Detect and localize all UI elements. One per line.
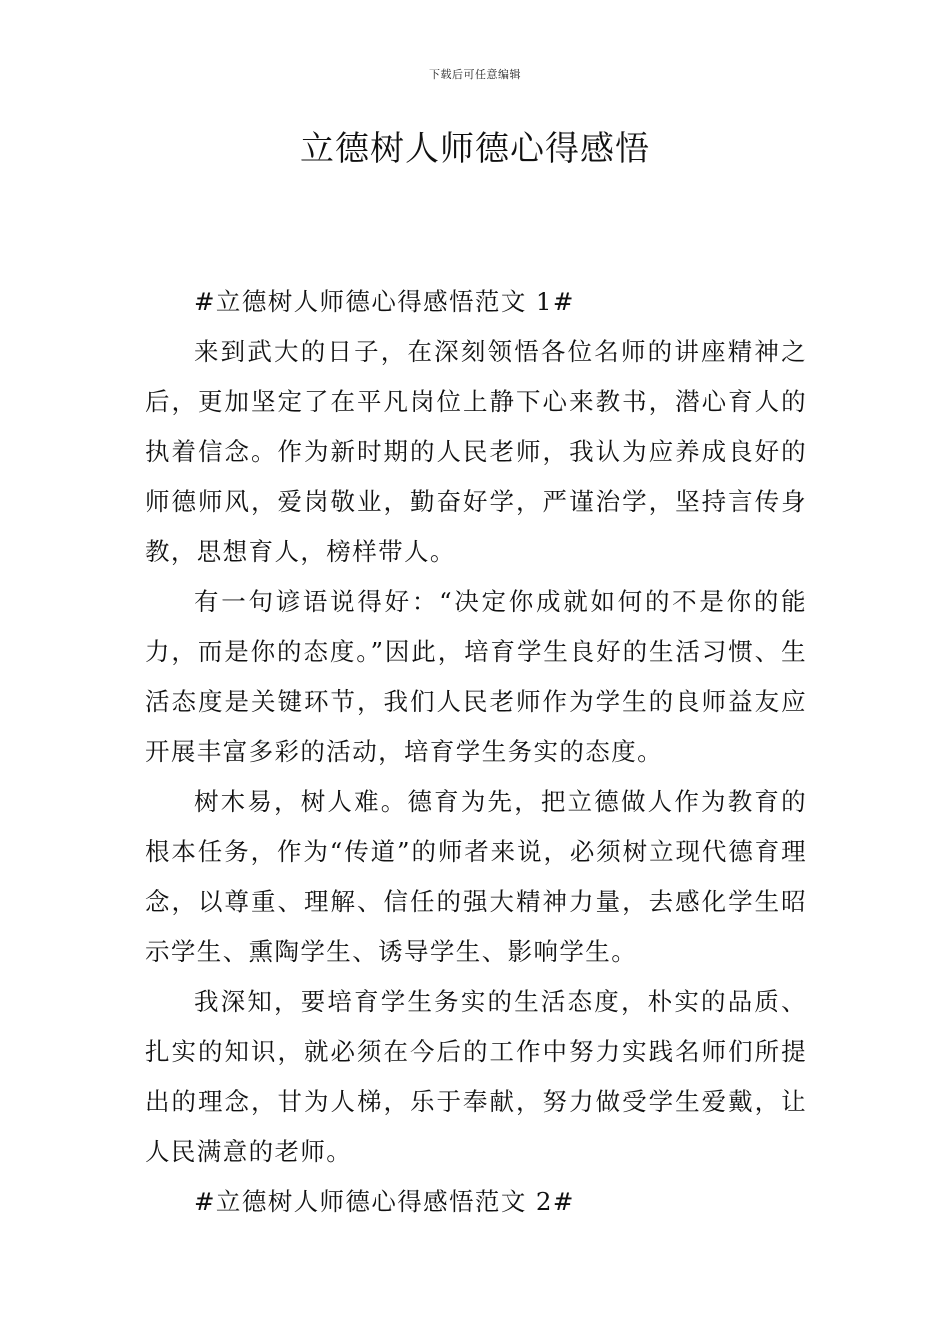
document-body <box>145 277 807 1227</box>
header-note: 下载后可任意编辑 <box>429 68 521 81</box>
paragraph-2: 有一句谚语说得好：“决定你成就如何的不是你的能力，而是你的态度。”因此，培育学生良好的生活习惯、生活态度是关键环节，我们人民老师作为学生的良师益友应开展丰富多彩的活动，培育学生务实的态度。 <box>145 587 807 766</box>
paragraph-3: 树木易，树人难。德育为先，把立德做人作为教育的根本任务，作为“传道”的师者来说，必须树立现代德育理念，以尊重、理解、信任的强大精神力量，去感化学生昭示学生、熏陶学生、诱导学生、影响学生。 <box>145 787 807 966</box>
paragraph-1: 来到武大的日子，在深刻领悟各位名师的讲座精神之后，更加坚定了在平凡岗位上静下心来教书，潜心育人的执着信念。作为新时期的人民老师，我认为应养成良好的师德师风，爱岗敬业，勤奋好学，严谨治学，坚持言传身教，思想育人，榜样带人。 <box>145 337 807 566</box>
document-title: 立德树人师德心得感悟 <box>300 129 650 169</box>
section-heading-2: #立德树人师德心得感悟范文 2# <box>194 1187 575 1216</box>
section-heading-1: #立德树人师德心得感悟范文 1# <box>194 287 575 316</box>
paragraph-4: 我深知，要培育学生务实的生活态度，朴实的品质、扎实的知识，就必须在今后的工作中努力实践名师们所提出的理念，甘为人梯，乐于奉献，努力做受学生爱戴，让人民满意的老师。 <box>145 987 807 1166</box>
